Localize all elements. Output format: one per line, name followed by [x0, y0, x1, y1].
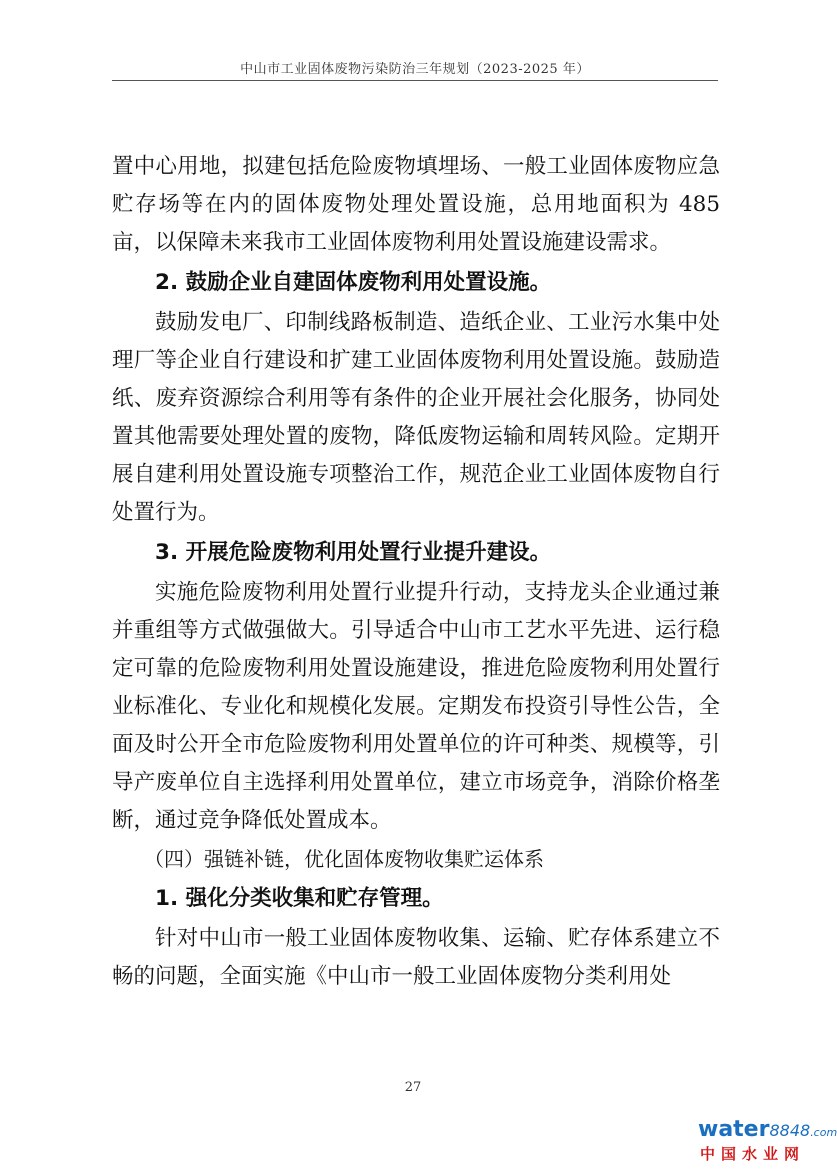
- paragraph-hazardous-waste-upgrade: 实施危险废物利用处置行业提升行动，支持龙头企业通过兼并重组等方式做强做大。引导适合中山市工艺水平先进、运行稳定可靠的危险废物利用处置设施建设，推进危险废物利用处置行业标准化、专业化和规模化发展。定期发布投资引导性公告，全面及时公开全市危险废物利用处置单位的许可种类、规模等，引导产废单位自主选择利用处置单位，建立市场竞争，消除价格垄断，通过竞争降低处置成本。: [112, 580, 720, 833]
- paragraph-collection-storage: 针对中山市一般工业固体废物收集、运输、贮存体系建立不畅的问题，全面实施《中山市一般工业固体废物分类利用处: [112, 926, 720, 989]
- watermark-brand-line: [698, 1117, 837, 1145]
- subsection-heading-collection-system: （四）强链补链，优化固体废物收集贮运体系: [144, 847, 544, 871]
- document-body: [112, 148, 720, 996]
- watermark-brand-suffix: .com: [810, 1126, 837, 1139]
- heading-hazardous-waste-industry-upgrade: 3. 开展危险废物利用处置行业提升建设。: [155, 540, 552, 565]
- page-number: 27: [404, 1080, 422, 1095]
- site-watermark-logo: [698, 1117, 837, 1164]
- paragraph-continued: 置中心用地，拟建包括危险废物填埋场、一般工业固体废物应急贮存场等在内的固体废物处理处置设施，总用地面积为 485 亩，以保障未来我市工业固体废物利用处置设施建设需求。: [112, 154, 720, 255]
- watermark-brand-word: water: [698, 1117, 770, 1142]
- watermark-brand-cn: 中国水业网: [700, 1145, 806, 1163]
- heading-classified-collection-storage: 1. 强化分类收集和贮存管理。: [155, 886, 444, 911]
- header-divider: [112, 80, 718, 81]
- running-header: 中山市工业固体废物污染防治三年规划（2023-2025 年）: [240, 62, 590, 77]
- watermark-brand-number: 8848: [769, 1121, 811, 1140]
- paragraph-encourage-self-built: 鼓励发电厂、印制线路板制造、造纸企业、工业污水集中处理厂等企业自行建设和扩建工业固体废物利用处置设施。鼓励造纸、废弃资源综合利用等有条件的企业开展社会化服务，协同处置其他需要处理处置的废物，降低废物运输和周转风险。定期开展自建利用处置设施专项整治工作，规范企业工业固体废物自行处置行为。: [112, 310, 720, 525]
- heading-encourage-self-built-facilities: 2. 鼓励企业自建固体废物利用处置设施。: [155, 270, 552, 295]
